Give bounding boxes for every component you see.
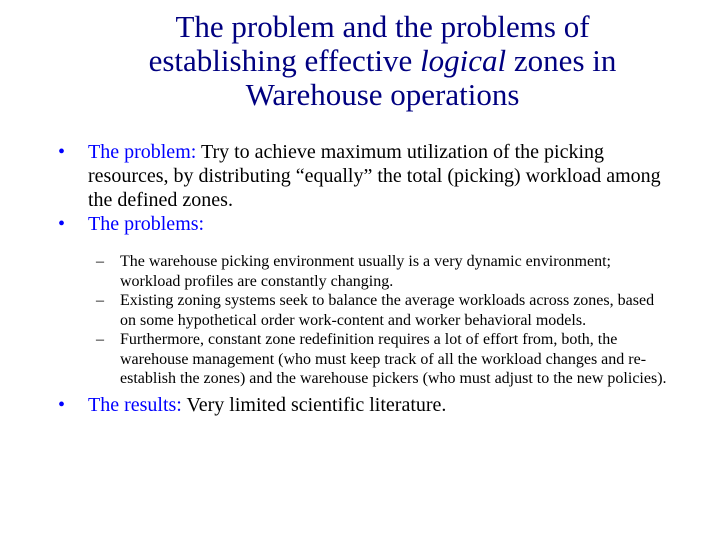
bullet-lead: The results: (88, 393, 182, 416)
sub-bullet (58, 252, 668, 291)
title-line-2 (60, 44, 705, 78)
bullet-text: Try to achieve maximum utilization of the picking resources, by distributing “equally” the total (picking) workload among the defined zones. (88, 141, 661, 211)
bullet-problems (58, 212, 668, 236)
sub-bullet-text: Existing zoning systems seek to balance the average workloads across zones, based on some hypothetical order work-content and worker behavioral models. (120, 292, 655, 329)
bullet-marker: • (58, 393, 66, 416)
bullet-lead: The problem: (88, 141, 197, 163)
slide-title (60, 10, 705, 112)
slide-body (58, 140, 668, 417)
sub-bullet-marker: – (96, 292, 104, 309)
sub-bullet-text: The warehouse picking environment usually is a very dynamic environment; workload profiles are constantly changing. (120, 253, 611, 290)
title-line-3: Warehouse operations (245, 77, 520, 112)
sub-bullet-marker: – (96, 331, 104, 348)
bullet-results (58, 393, 668, 417)
bullet-marker: • (58, 213, 66, 235)
title-line-2-post: zones in (506, 43, 617, 78)
problems-sublist (58, 252, 668, 389)
bullet-problem (58, 140, 668, 212)
sub-bullet-marker: – (96, 253, 104, 270)
title-emphasis: logical (420, 43, 507, 78)
sub-bullet (58, 291, 668, 330)
title-line-2-pre: establishing effective (148, 43, 421, 78)
sub-bullet (58, 330, 668, 389)
title-line-1: The problem and the problems of (175, 9, 590, 44)
bullet-text: Very limited scientific literature. (181, 393, 447, 416)
bullet-marker: • (58, 141, 66, 163)
bullet-lead: The problems: (88, 213, 205, 235)
sub-bullet-text: Furthermore, constant zone redefinition requires a lot of effort from, both, the warehouse management (who must keep track of all the workload changes and re-establish the zones) and the warehouse pickers (who must adjust to the new policies). (120, 331, 667, 387)
